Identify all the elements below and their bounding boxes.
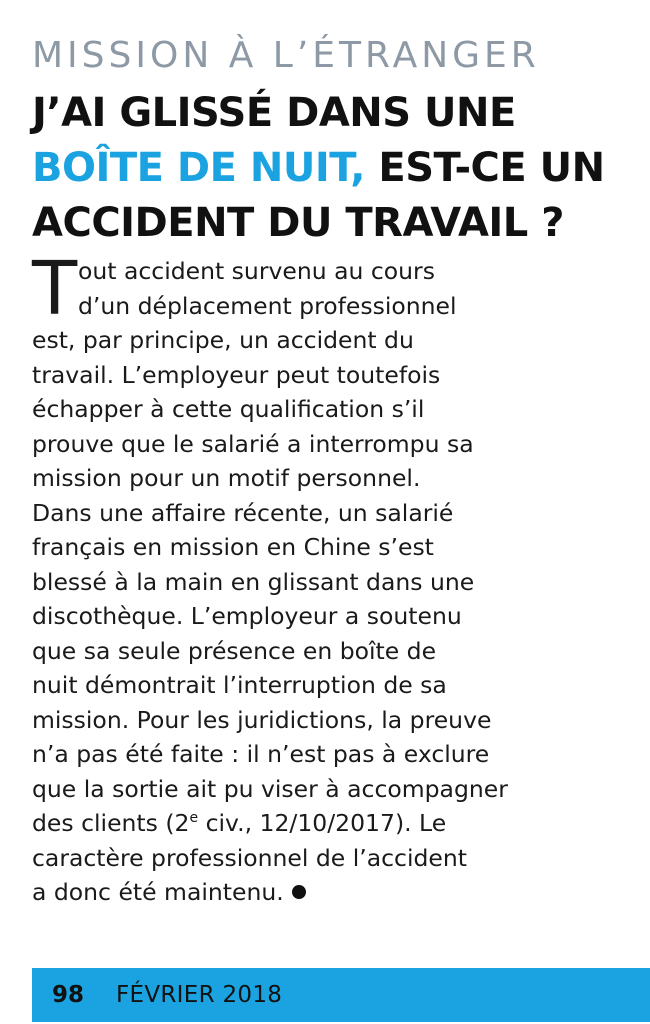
body-line: mission. Pour les juridictions, la preuve bbox=[32, 705, 492, 734]
body-line: que la sortie ait pu viser à accompagner bbox=[32, 774, 508, 803]
issue-date: FÉVRIER 2018 bbox=[116, 982, 283, 1008]
body-line: français en mission en Chine s’est bbox=[32, 533, 434, 561]
citation-superscript: e bbox=[189, 810, 199, 827]
section-kicker: MISSION À L’ÉTRANGER bbox=[32, 35, 540, 76]
body-line: prouve que le salarié a interrompu sa bbox=[32, 429, 474, 458]
citation-before: des clients (2 bbox=[32, 809, 190, 837]
body-line: échapper à cette qualification s’il bbox=[32, 395, 425, 423]
body-line: caractère professionnel de l’accident bbox=[32, 843, 467, 872]
page-number: 98 bbox=[52, 982, 85, 1008]
citation-after: civ., 12/10/2017). Le bbox=[198, 809, 447, 837]
drop-cap: T bbox=[32, 246, 78, 332]
article-headline bbox=[32, 86, 642, 251]
headline-part-1: J’AI GLISSÉ DANS UNE bbox=[32, 90, 516, 136]
end-of-article-bullet-icon bbox=[292, 885, 306, 899]
headline-highlight: BOÎTE DE NUIT, bbox=[32, 145, 365, 191]
headline-part-2: EST-CE UN bbox=[364, 145, 605, 191]
body-line: Dans une affaire récente, un salarié bbox=[32, 498, 454, 527]
body-line: blessé à la main en glissant dans une bbox=[32, 567, 475, 596]
body-line: discothèque. L’employeur a soutenu bbox=[32, 602, 462, 630]
body-line: n’a pas été faite : il n’est pas à exclure bbox=[32, 740, 490, 768]
article-body bbox=[32, 246, 607, 910]
body-line: d’un déplacement professionnel bbox=[78, 291, 457, 320]
body-line: mission pour un motif personnel. bbox=[32, 464, 421, 492]
headline-part-3: ACCIDENT DU TRAVAIL ? bbox=[32, 200, 564, 246]
body-line: travail. L’employeur peut toutefois bbox=[32, 360, 441, 389]
body-line: est, par principe, un accident du bbox=[32, 326, 414, 354]
body-line: nuit démontrait l’interruption de sa bbox=[32, 671, 447, 699]
body-line-citation bbox=[32, 806, 607, 841]
body-line: out accident survenu au cours bbox=[78, 257, 435, 285]
body-line: que sa seule présence en boîte de bbox=[32, 636, 437, 665]
body-line-final bbox=[32, 875, 607, 910]
footer-band bbox=[32, 968, 650, 1022]
final-sentence: a donc été maintenu. bbox=[32, 878, 284, 906]
